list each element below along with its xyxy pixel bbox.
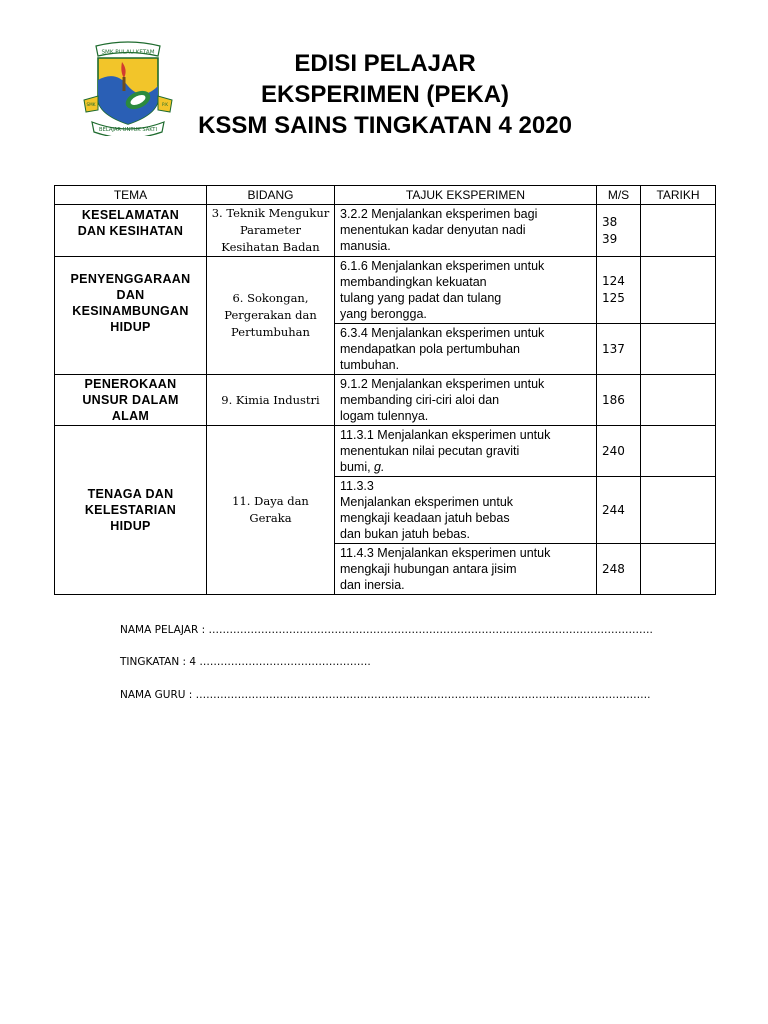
table-row: [55, 257, 716, 324]
tajuk-cell: [335, 426, 597, 477]
tema-line: UNSUR DALAM: [82, 393, 179, 407]
tarikh-cell[interactable]: [641, 544, 716, 595]
tajuk-line: dan bukan jatuh bebas.: [340, 527, 470, 541]
school-crest-logo: [82, 40, 174, 136]
ms-value: 38: [602, 214, 618, 229]
tema-line: TENAGA DAN: [87, 487, 174, 501]
bidang-line: Kesihatan Badan: [221, 240, 320, 254]
bidang-line: Pergerakan dan: [224, 308, 317, 322]
tema-line: DAN: [116, 288, 145, 302]
tajuk-line: tulang yang padat dan tulang: [340, 291, 502, 305]
ms-cell: [597, 324, 641, 375]
tema-line: KELESTARIAN: [84, 503, 177, 517]
ms-cell: [597, 257, 641, 324]
tajuk-line: 3.2.2 Menjalankan eksperimen bagi: [340, 207, 538, 221]
ms-value: 240: [602, 443, 625, 458]
bidang-line: Geraka: [249, 511, 292, 525]
header-ms: M/S: [597, 186, 641, 205]
tema-cell: [55, 375, 207, 426]
crest-top-text: SMK PULAU KETAM: [101, 49, 155, 56]
ms-value: 244: [602, 502, 625, 517]
tajuk-line: logam tulennya.: [340, 409, 429, 423]
tema-line: HIDUP: [110, 320, 151, 334]
table-row: [55, 375, 716, 426]
bidang-line: Parameter: [239, 223, 302, 237]
gravity-symbol: g.: [374, 460, 385, 474]
tajuk-line: manusia.: [340, 239, 391, 253]
crest-right-mark: P.K: [162, 102, 168, 107]
ms-cell: [597, 205, 641, 257]
tingkatan-field[interactable]: TINGKATAN : 4 ………………………………………….: [120, 656, 371, 668]
bidang-cell: [207, 375, 335, 426]
ms-value: 125: [602, 291, 625, 305]
bidang-line: 6. Sokongan,: [232, 291, 309, 305]
nama-pelajar-field[interactable]: NAMA PELAJAR : ……………………………………………………………………………………………………………….: [120, 624, 653, 636]
tajuk-cell: [335, 257, 597, 324]
crest-motto: BELAJAR UNTUK SAKTI: [99, 127, 157, 133]
tema-line: KESINAMBUNGAN: [72, 304, 189, 318]
bidang-cell: [207, 205, 335, 257]
ms-value: 124: [602, 274, 625, 288]
tajuk-cell: [335, 324, 597, 375]
tajuk-line: Menjalankan eksperimen untuk: [340, 495, 514, 509]
tajuk-line: 9.1.2 Menjalankan eksperimen untuk: [340, 377, 545, 391]
tajuk-cell: [335, 375, 597, 426]
bidang-cell: [207, 426, 335, 595]
tema-line: HIDUP: [110, 519, 151, 533]
tajuk-line: yang berongga.: [340, 307, 427, 321]
tema-cell: [55, 426, 207, 595]
table-row: [55, 205, 716, 257]
ms-value: 39: [602, 231, 618, 246]
ms-cell: [597, 477, 641, 544]
ms-value: 186: [602, 392, 625, 407]
tema-line: DAN KESIHATAN: [77, 224, 184, 238]
tajuk-line: 11.4.3 Menjalankan eksperimen untuk: [340, 546, 551, 560]
tajuk-cell: [335, 477, 597, 544]
header-bidang: BIDANG: [207, 186, 335, 205]
document-title: [190, 48, 580, 141]
tajuk-cell: [335, 205, 597, 257]
nama-guru-field[interactable]: NAMA GURU : ………………………………………………………………………………………………………………….: [120, 689, 651, 701]
table-row: [55, 426, 716, 477]
ms-cell: [597, 426, 641, 477]
bidang-line: Pertumbuhan: [231, 325, 310, 339]
ms-cell: [597, 544, 641, 595]
bidang-line: 9. Kimia Industri: [221, 392, 320, 407]
tarikh-cell[interactable]: [641, 477, 716, 544]
bidang-cell: [207, 257, 335, 375]
bidang-line: 3. Teknik Mengukur: [211, 206, 330, 220]
tarikh-cell[interactable]: [641, 205, 716, 257]
bidang-line: 11. Daya dan: [232, 494, 309, 508]
table-header-row: [55, 186, 716, 205]
tajuk-line: mendapatkan pola pertumbuhan: [340, 342, 520, 356]
tema-line: ALAM: [111, 409, 150, 423]
tajuk-line: menentukan kadar denyutan nadi: [340, 223, 526, 237]
title-line-2: EKSPERIMEN (PEKA): [260, 81, 510, 108]
ms-cell: [597, 375, 641, 426]
tajuk-line: tumbuhan.: [340, 358, 400, 372]
ms-value: 137: [602, 341, 625, 356]
tema-cell: [55, 257, 207, 375]
tema-line: KESELAMATAN: [81, 208, 180, 222]
tarikh-cell[interactable]: [641, 324, 716, 375]
tarikh-cell[interactable]: [641, 257, 716, 324]
tajuk-line: 11.3.3: [340, 479, 374, 493]
tema-line: PENYENGGARAAN: [70, 272, 191, 286]
title-line-1: EDISI PELAJAR: [294, 50, 476, 77]
tajuk-line: mengkaji hubungan antara jisim: [340, 562, 517, 576]
tajuk-line: 11.3.1 Menjalankan eksperimen untuk: [340, 428, 551, 442]
tajuk-line: membanding ciri-ciri aloi dan: [340, 393, 500, 407]
tajuk-line: bumi, g.: [340, 460, 385, 474]
header-tarikh: TARIKH: [641, 186, 716, 205]
crest-left-mark: SMK: [86, 102, 96, 107]
tajuk-line: mengkaji keadaan jatuh bebas: [340, 511, 510, 525]
tajuk-line: menentukan nilai pecutan graviti: [340, 444, 520, 458]
tarikh-cell[interactable]: [641, 426, 716, 477]
header-tema: TEMA: [55, 186, 207, 205]
tajuk-line: 6.3.4 Menjalankan eksperimen untuk: [340, 326, 545, 340]
tajuk-line: dan inersia.: [340, 578, 405, 592]
tajuk-line: 6.1.6 Menjalankan eksperimen untuk: [340, 259, 545, 273]
tema-line: PENEROKAAN: [84, 377, 177, 391]
header-tajuk: TAJUK EKSPERIMEN: [335, 186, 597, 205]
tajuk-line: membandingkan kekuatan: [340, 275, 487, 289]
experiment-table: [54, 185, 716, 595]
ms-value: 248: [602, 561, 625, 576]
tema-cell: [55, 205, 207, 257]
title-line-3: KSSM SAINS TINGKATAN 4 2020: [198, 112, 572, 139]
tarikh-cell[interactable]: [641, 375, 716, 426]
tajuk-cell: [335, 544, 597, 595]
